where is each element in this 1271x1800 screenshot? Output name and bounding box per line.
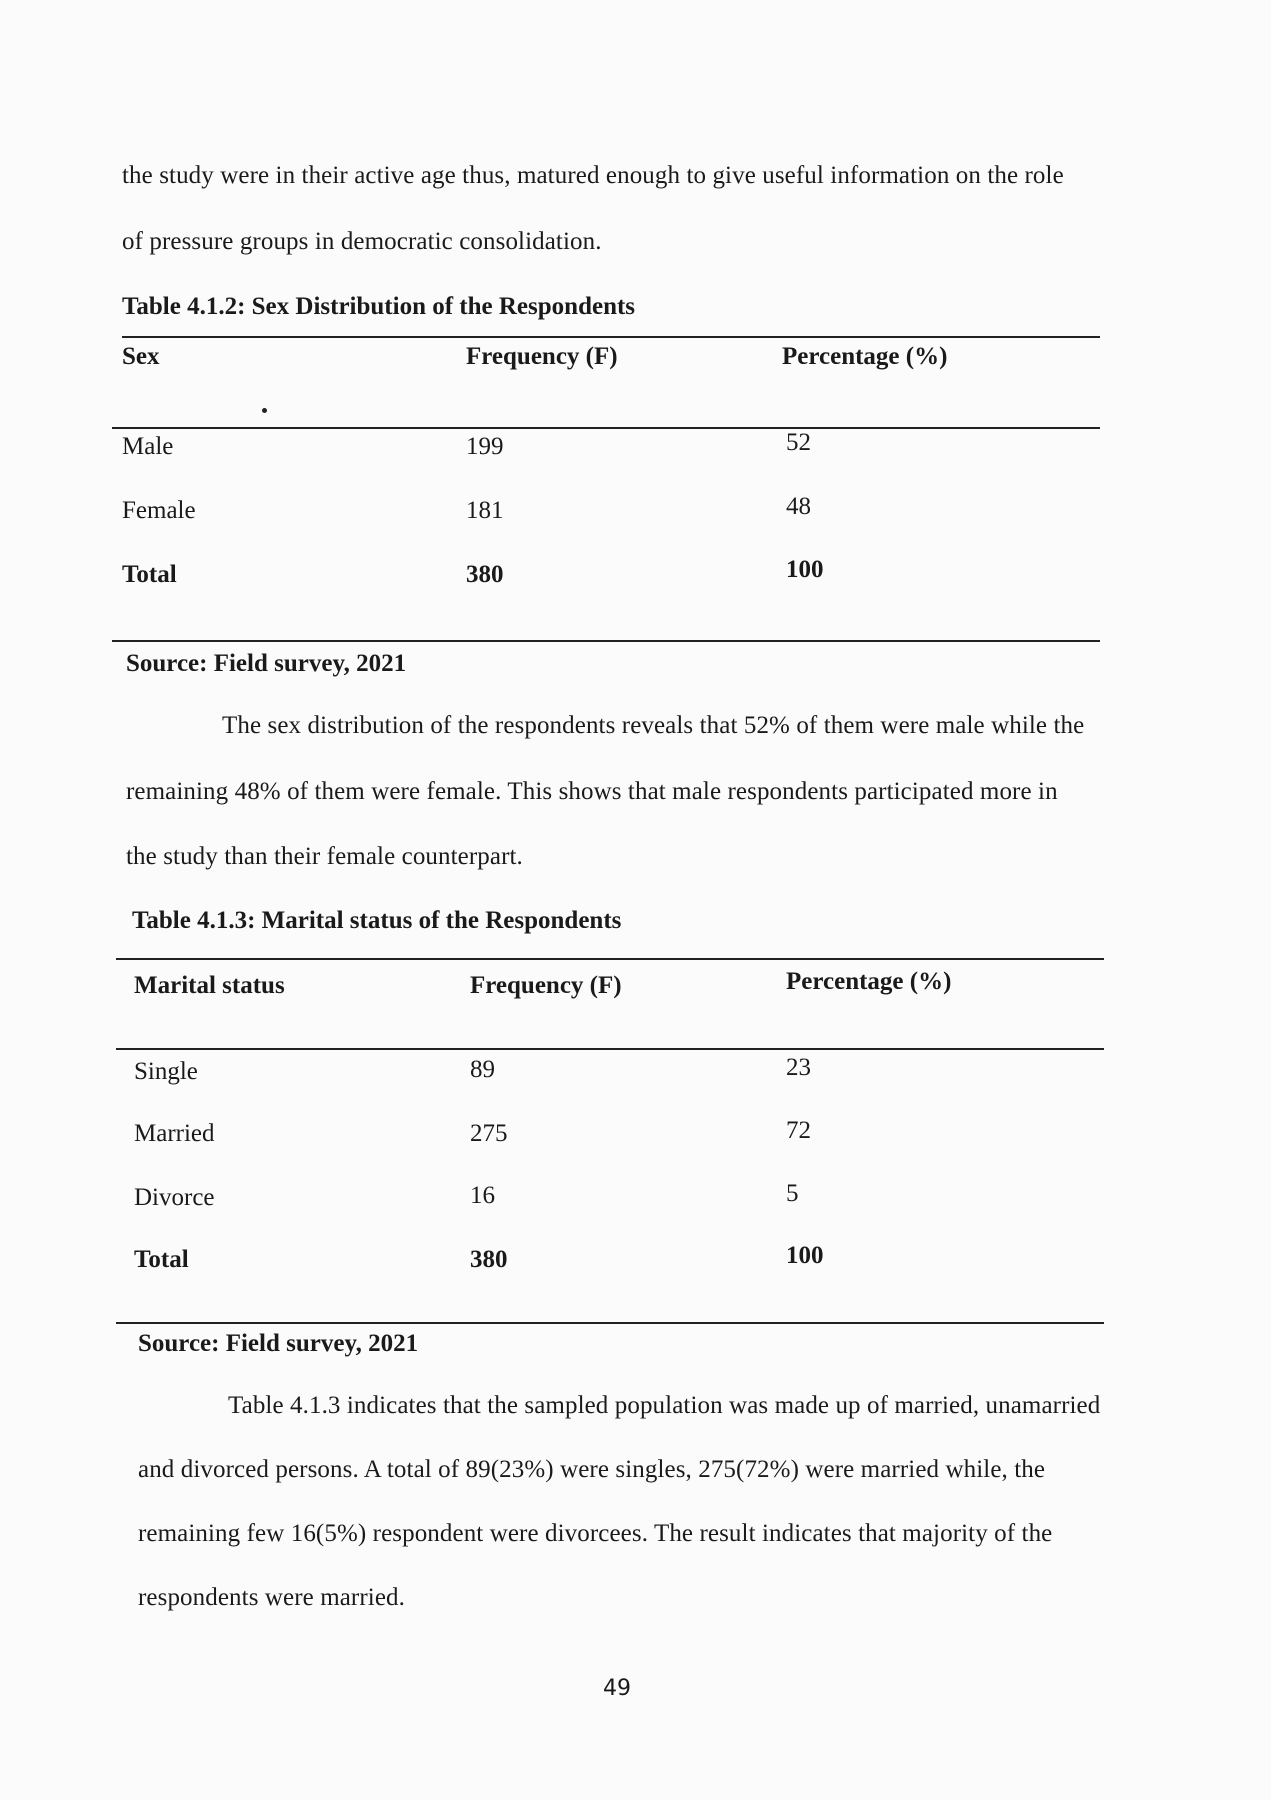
table2-row-percentage: 23	[786, 1054, 811, 1081]
table1-bottom-rule	[112, 640, 1100, 642]
table2-header-marital-status: Marital status	[134, 972, 285, 999]
para2-line-3: remaining few 16(5%) respondent were divorcees. The result indicates that majority of the	[138, 1520, 1053, 1547]
table1-row-percentage: 100	[786, 556, 824, 583]
intro-line-1: the study were in their active age thus, matured enough to give useful information on the role	[122, 162, 1064, 189]
table1-row-frequency: 199	[466, 433, 504, 460]
intro-line-2: of pressure groups in democratic consolidation.	[122, 228, 602, 255]
stray-dot	[262, 408, 267, 413]
table2-row-label: Single	[134, 1058, 198, 1085]
table1-row-percentage: 52	[786, 429, 811, 456]
table1-row-label: Total	[122, 561, 177, 588]
table1-source: Source: Field survey, 2021	[126, 650, 407, 677]
table2-row-percentage: 72	[786, 1117, 811, 1144]
table2-header-percentage: Percentage (%)	[786, 968, 952, 995]
table1-row-frequency: 380	[466, 561, 504, 588]
table1-row-frequency: 181	[466, 497, 504, 524]
table1-header-rule	[112, 427, 1100, 429]
table1-row-label: Female	[122, 497, 196, 524]
table1-row-percentage: 48	[786, 493, 811, 520]
table1-caption: Table 4.1.2: Sex Distribution of the Respondents	[122, 293, 636, 320]
table2-row-frequency: 380	[470, 1246, 508, 1273]
table2-top-rule	[116, 958, 1104, 960]
table2-row-percentage: 5	[786, 1180, 799, 1207]
table2-caption: Table 4.1.3: Marital status of the Respondents	[132, 907, 622, 934]
table2-row-frequency: 89	[470, 1056, 495, 1083]
para2-line-1: Table 4.1.3 indicates that the sampled population was made up of married, unamarried	[228, 1392, 1101, 1419]
para1-line-3: the study than their female counterpart.	[126, 843, 523, 870]
table1-header-frequency: Frequency (F)	[466, 343, 618, 370]
page-number: 49	[603, 1676, 631, 1701]
table1-top-rule	[122, 336, 1100, 338]
table1-row-label: Male	[122, 433, 174, 460]
para1-line-2: remaining 48% of them were female. This shows that male respondents participated more in	[126, 778, 1058, 805]
table1-header-percentage: Percentage (%)	[782, 343, 948, 370]
table2-row-frequency: 16	[470, 1182, 495, 1209]
table2-row-label: Total	[134, 1246, 189, 1273]
table2-row-label: Married	[134, 1120, 215, 1147]
para2-line-2: and divorced persons. A total of 89(23%) were singles, 275(72%) were married while, the	[138, 1456, 1046, 1483]
table2-source: Source: Field survey, 2021	[138, 1330, 419, 1357]
table2-row-percentage: 100	[786, 1242, 824, 1269]
para1-line-1: The sex distribution of the respondents reveals that 52% of them were male while the	[222, 712, 1085, 739]
table2-bottom-rule	[116, 1322, 1104, 1324]
table2-row-frequency: 275	[470, 1120, 508, 1147]
table2-row-label: Divorce	[134, 1184, 215, 1211]
table2-header-rule	[116, 1048, 1104, 1050]
table2-header-frequency: Frequency (F)	[470, 972, 622, 999]
para2-line-4: respondents were married.	[138, 1584, 405, 1611]
table1-header-sex: Sex	[122, 343, 160, 370]
